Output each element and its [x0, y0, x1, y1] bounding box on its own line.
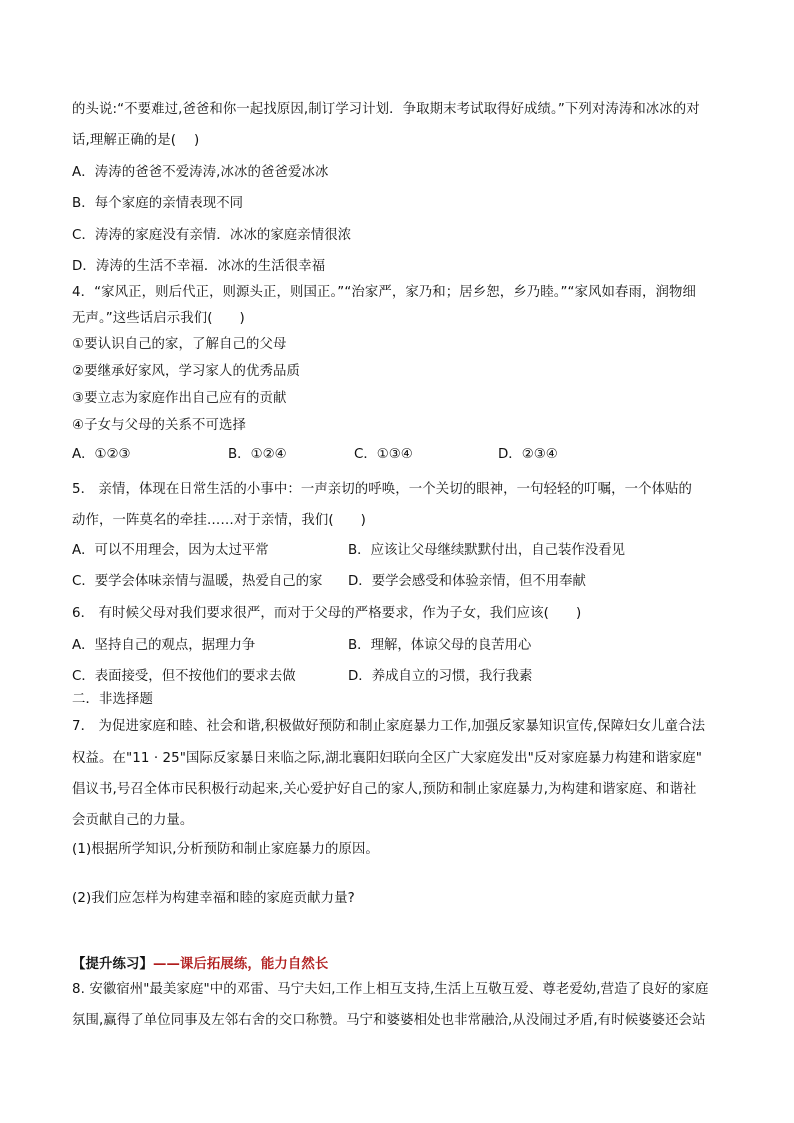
q4-option-c: C．①③④	[354, 447, 413, 462]
q5-option-d: D．要学会感受和体验亲情，但不用奉献	[348, 574, 586, 589]
q3-option-c: C．涛涛的家庭没有亲情．冰冰的家庭亲情很浓	[72, 228, 352, 243]
q4-stem-line-2: 无声。”这些话启示我们( )	[72, 311, 245, 326]
q5-options-row-1	[72, 541, 732, 561]
q4-option-a: A．①②③	[72, 447, 131, 462]
q5-options-row-2	[72, 572, 732, 592]
q5-option-a: A．可以不用理会，因为太过平常	[72, 543, 269, 558]
q4-statement-3: ③要立志为家庭作出自己应有的贡献	[72, 391, 287, 406]
practice-label: 【提升练习】	[72, 957, 153, 972]
q3-stem-line-1: 的头说:“不要难过,爸爸和你一起找原因,制订学习计划．争取期末考试取得好成绩。”下列对涛涛和冰冰的对	[72, 102, 700, 117]
q7-line-4: 会贡献自己的力量。	[72, 813, 194, 828]
q6-options-row-2	[72, 667, 732, 687]
q7-line-2: 权益。在"11 · 25"国际反家暴日来临之际,湖北襄阳妇联向全区广大家庭发出"反对家庭暴力构建和谐家庭"	[72, 751, 703, 766]
q4-option-d: D．②③④	[498, 447, 558, 462]
q7-subquestion-1: (1)根据所学知识,分析预防和制止家庭暴力的原因。	[72, 842, 379, 857]
q5-option-b: B．应该让父母继续默默付出，自己装作没看见	[348, 543, 625, 558]
q5-option-c: C．要学会体味亲情与温暖，热爱自己的家	[72, 574, 323, 589]
q4-statement-4: ④子女与父母的关系不可选择	[72, 418, 246, 433]
practice-subtitle: ——课后拓展练，能力自然长	[152, 957, 329, 972]
q5-stem-line-2: 动作，一阵莫名的牵挂……对于亲情，我们( )	[72, 513, 366, 528]
section-2-heading: 二．非选择题	[72, 692, 153, 707]
q8-line-2: 氛围,赢得了单位同事及左邻右舍的交口称赞。马宁和婆婆相处也非常融洽,从没闹过矛盾,有时候婆婆还会站	[72, 1013, 706, 1028]
q4-statement-1: ①要认识自己的家，了解自己的父母	[72, 337, 287, 352]
q6-option-b: B．理解，体谅父母的良苦用心	[348, 638, 532, 653]
q6-option-a: A．坚持自己的观点，据理力争	[72, 638, 256, 653]
q7-line-3: 倡议书,号召全体市民积极行动起来,关心爱护好自己的家人,预防和制止家庭暴力,为构建和谐家庭、和谐社	[72, 782, 697, 797]
q3-option-a: A．涛涛的爸爸不爱涛涛,冰冰的爸爸爱冰冰	[72, 165, 329, 180]
q4-stem-line-1: 4．“家风正，则后代正，则源头正，则国正。”“治家严，家乃和；居乡恕，乡乃睦。”“家风如春雨，润物细	[72, 285, 696, 300]
q4-option-b: B．①②④	[228, 447, 287, 462]
q6-stem-line-1: 6． 有时候父母对我们要求很严，而对于父母的严格要求，作为子女，我们应该( )	[72, 606, 582, 621]
q3-option-d: D．涛涛的生活不幸福．冰冰的生活很幸福	[72, 259, 326, 274]
q6-options-row-1	[72, 636, 732, 656]
q3-stem-line-2: 话,理解正确的是( )	[72, 133, 200, 148]
q8-line-1: 8. 安徽宿州"最美家庭"中的邓雷、马宁夫妇,工作上相互支持,生活上互敬互爱、尊老爱幼,营造了良好的家庭	[72, 982, 709, 997]
q6-option-d: D．养成自立的习惯，我行我素	[348, 669, 533, 684]
q7-subquestion-2: (2)我们应怎样为构建幸福和睦的家庭贡献力量?	[72, 891, 355, 906]
q4-statement-2: ②要继承好家风，学习家人的优秀品质	[72, 364, 300, 379]
q7-line-1: 7． 为促进家庭和睦、社会和谐,积极做好预防和制止家庭暴力工作,加强反家暴知识宣传,保障妇女儿童合法	[72, 719, 706, 734]
q4-options-row	[72, 445, 732, 465]
q5-stem-line-1: 5． 亲情，体现在日常生活的小事中：一声亲切的呼唤，一个关切的眼神，一句轻轻的叮嘱，一个体贴的	[72, 482, 693, 497]
q6-option-c: C．表面接受，但不按他们的要求去做	[72, 669, 296, 684]
practice-heading	[72, 955, 328, 975]
q3-option-b: B．每个家庭的亲情表现不同	[72, 196, 244, 211]
